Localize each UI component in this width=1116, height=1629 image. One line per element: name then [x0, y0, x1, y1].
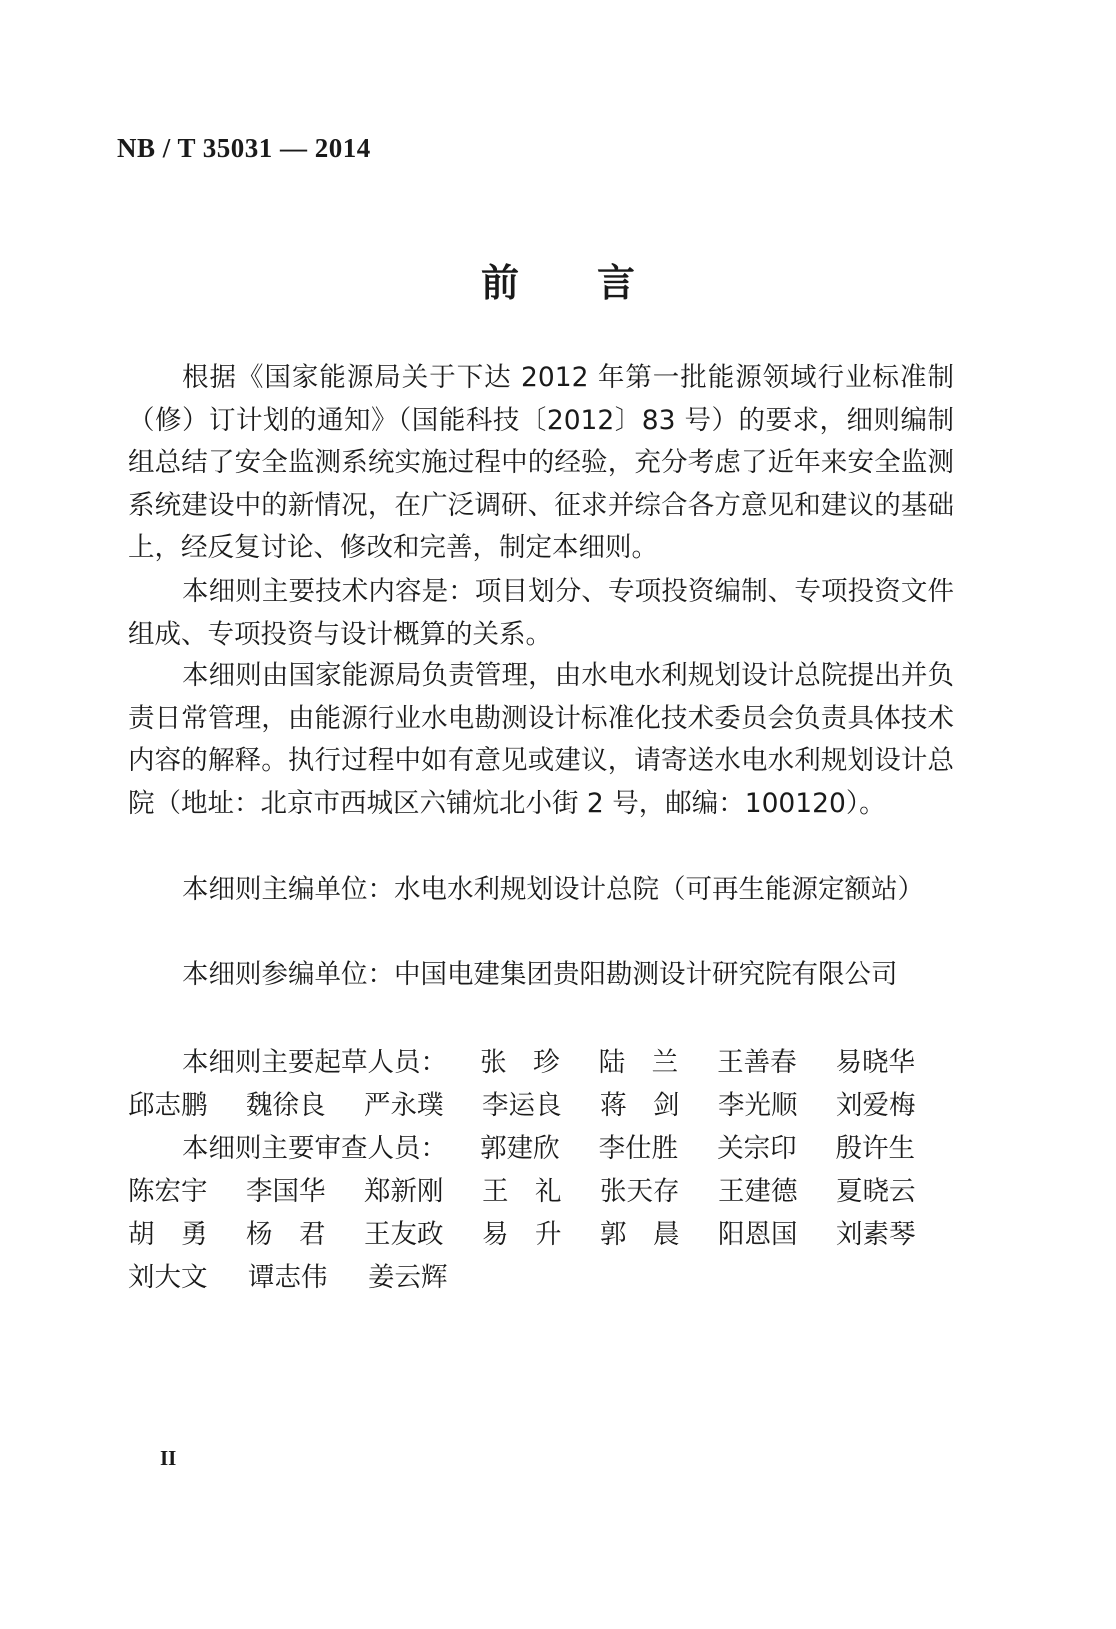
reviewer-name: 胡 勇	[128, 1219, 208, 1250]
reviewers-row	[128, 1253, 954, 1296]
reviewers-row	[128, 1210, 954, 1253]
drafter-name: 魏徐良	[246, 1090, 326, 1121]
reviewer-name: 杨 君	[246, 1219, 326, 1250]
chief-editor-unit: 本细则主编单位：水电水利规划设计总院（可再生能源定额站）	[182, 874, 924, 905]
standard-code: NB / T 35031 — 2014	[117, 133, 371, 163]
reviewer-name: 张天存	[600, 1176, 680, 1207]
reviewers-first-row	[128, 1124, 954, 1167]
participating-unit: 本细则参编单位：中国电建集团贵阳勘测设计研究院有限公司	[182, 959, 898, 990]
reviewer-name: 郭建欣	[480, 1133, 560, 1164]
reviewer-name: 刘大文	[128, 1262, 208, 1293]
reviewer-name: 夏晓云	[836, 1176, 916, 1207]
reviewers-row	[128, 1167, 954, 1210]
drafters-label: 本细则主要起草人员：	[182, 1047, 447, 1078]
drafter-name: 邱志鹏	[128, 1090, 208, 1121]
drafter-name: 王善春	[717, 1047, 797, 1078]
reviewers-label: 本细则主要审查人员：	[182, 1133, 447, 1164]
reviewer-name: 阳恩国	[718, 1219, 798, 1250]
drafter-name: 陆 兰	[598, 1047, 679, 1078]
reviewer-name: 李仕胜	[598, 1133, 679, 1164]
reviewer-name: 殷许生	[835, 1133, 916, 1164]
foreword-paragraph-1: 根据《国家能源局关于下达 2012 年第一批能源领域行业标准制（修）订计划的通知》（国能科技〔2012〕83 号）的要求，细则编制组总结了安全监测系统实施过程中的经验，充分考虑了近年来安全监测系统建设中的新情况，在广泛调研、征求并综合各方意见和建议的基础上，经反复讨论、修改和完善，制定本细则。	[128, 362, 954, 563]
reviewer-name: 郑新刚	[364, 1176, 444, 1207]
drafters-row	[128, 1081, 954, 1124]
reviewer-name: 郭 晨	[600, 1219, 680, 1250]
reviewer-name: 刘素琴	[836, 1219, 916, 1250]
drafter-name: 易晓华	[835, 1047, 916, 1078]
page-number: II	[160, 1446, 177, 1470]
drafters-first-row	[128, 1038, 954, 1081]
reviewer-name: 易 升	[482, 1219, 562, 1250]
reviewer-name: 李国华	[246, 1176, 326, 1207]
drafters-list	[128, 1038, 954, 1124]
drafter-name: 李光顺	[718, 1090, 798, 1121]
reviewer-name: 姜云辉	[368, 1262, 448, 1293]
page-title: 前言	[480, 261, 713, 305]
reviewer-name: 谭志伟	[248, 1262, 328, 1293]
reviewers-list	[128, 1124, 954, 1296]
reviewer-name: 王建德	[718, 1176, 798, 1207]
drafter-name: 李运良	[482, 1090, 562, 1121]
drafter-name: 张 珍	[480, 1047, 560, 1078]
drafter-name: 严永璞	[364, 1090, 444, 1121]
reviewer-name: 关宗印	[717, 1133, 797, 1164]
foreword-paragraph-3: 本细则由国家能源局负责管理，由水电水利规划设计总院提出并负责日常管理，由能源行业水电勘测设计标准化技术委员会负责具体技术内容的解释。执行过程中如有意见或建议，请寄送水电水利规划设计总院（地址：北京市西城区六铺炕北小街 2 号，邮编：100120）。	[128, 660, 954, 819]
foreword-paragraph-2: 本细则主要技术内容是：项目划分、专项投资编制、专项投资文件组成、专项投资与设计概算的关系。	[128, 576, 954, 650]
drafter-name: 蒋 剑	[600, 1090, 680, 1121]
drafter-name: 刘爱梅	[836, 1090, 916, 1121]
reviewer-name: 王 礼	[482, 1176, 562, 1207]
reviewer-name: 王友政	[364, 1219, 444, 1250]
reviewer-name: 陈宏宇	[128, 1176, 208, 1207]
